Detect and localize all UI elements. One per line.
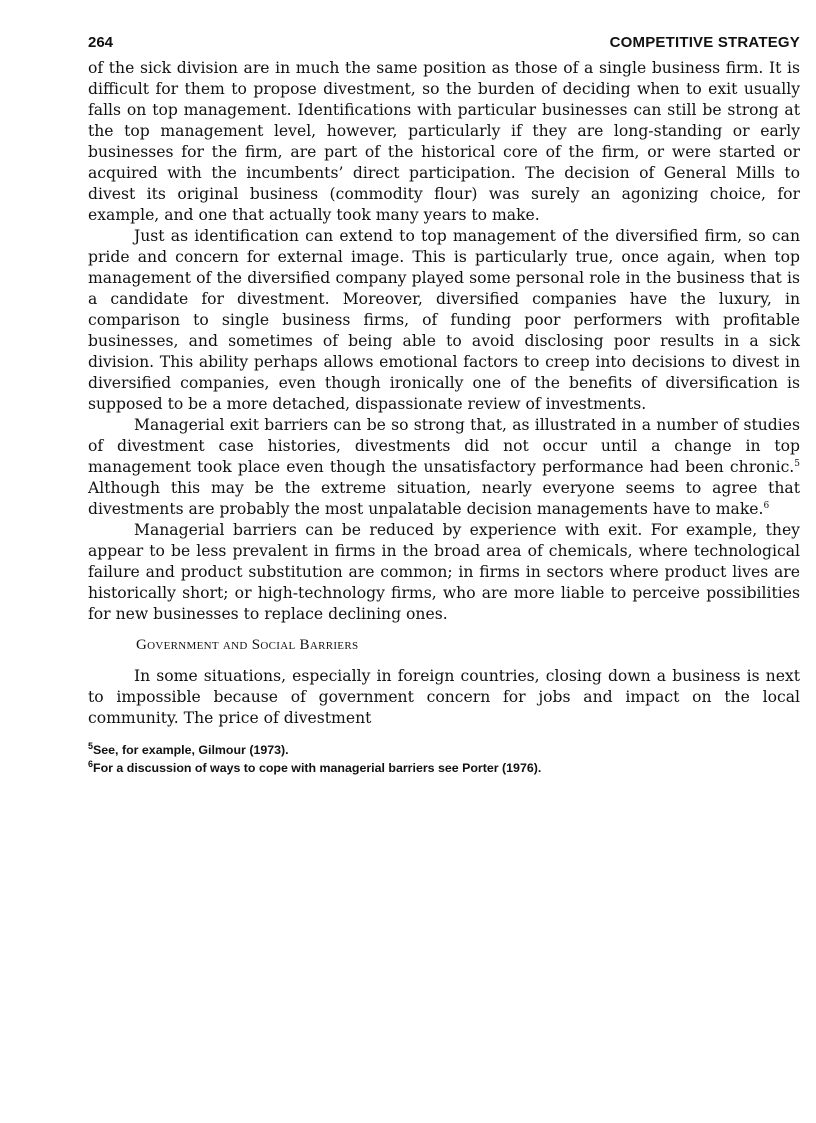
body-text xyxy=(88,58,800,729)
footnote-marker-5: 5 xyxy=(88,740,94,751)
paragraph-pride-image: Just as identification can extend to top management of the diversified firm, so can pride and concern for external image. This is particularly true, once again, when top management of the diversified company played some personal role in the business that is a candidate for divestment. Moreover, diversified companies have the luxury, in comparison to single business firms, of funding poor performers with profitable businesses, and sometimes of being able to avoid disclosing poor results in a sick division. This ability perhaps allows emotional factors to creep into decisions to divest in diversified companies, even though ironically one of the benefits of diversification is supposed to be a more detached, dispassionate review of investments. xyxy=(88,227,800,413)
page-header xyxy=(88,34,800,56)
paragraph-government-barriers: In some situations, especially in foreign countries, closing down a business is next to impossible because of government concern for jobs and impact on the local community. The price of divestment xyxy=(88,667,800,727)
paragraph-managerial-exit-barriers xyxy=(88,415,800,520)
footnote-ref-6: 6 xyxy=(763,500,770,511)
section-heading: Government and Social Barriers xyxy=(136,637,359,653)
footnote-text-5: See, for example, Gilmour (1973). xyxy=(93,743,289,757)
footnote-text-6: For a discussion of ways to cope with managerial barriers see Porter (1976). xyxy=(93,761,542,775)
page-number: 264 xyxy=(88,34,114,51)
footnote-marker-6: 6 xyxy=(88,758,94,769)
paragraph-text-part-a: Managerial exit barriers can be so strong that, as illustrated in a number of studies of divestment case histories, divestments did not occur until a change in top management took place even though the unsatisfactory performance had been chronic. xyxy=(88,416,800,476)
footnote-ref-5: 5 xyxy=(794,458,800,469)
running-title: COMPETITIVE STRATEGY xyxy=(609,34,800,51)
paragraph-text-part-b: Although this may be the extreme situation, nearly everyone seems to agree that divestments are probably the most unpalatable decision managements have to make. xyxy=(88,479,800,518)
book-page xyxy=(88,34,800,777)
footnote-5 xyxy=(88,741,800,759)
footnote-6 xyxy=(88,759,800,777)
footnotes xyxy=(88,741,800,777)
paragraph-continued: of the sick division are in much the same position as those of a single business firm. It is difficult for them to propose divestment, so the burden of deciding when to exit usually falls on top management. Identifications with particular businesses can still be strong at the top management level, however, particularly if they are long-standing or early businesses for the firm, are part of the historical core of the firm, or were started or acquired with the incumbents’ direct participation. The decision of General Mills to divest its original business (commodity flour) was surely an agonizing choice, for example, and one that actually took many years to make. xyxy=(88,59,800,224)
paragraph-reduced-by-experience: Managerial barriers can be reduced by experience with exit. For example, they appear to be less prevalent in firms in the broad area of chemicals, where technological failure and product substitution are common; in firms in sectors where product lives are historically short; or high-technology firms, who are more liable to perceive possibilities for new businesses to replace declining ones. xyxy=(88,521,800,623)
